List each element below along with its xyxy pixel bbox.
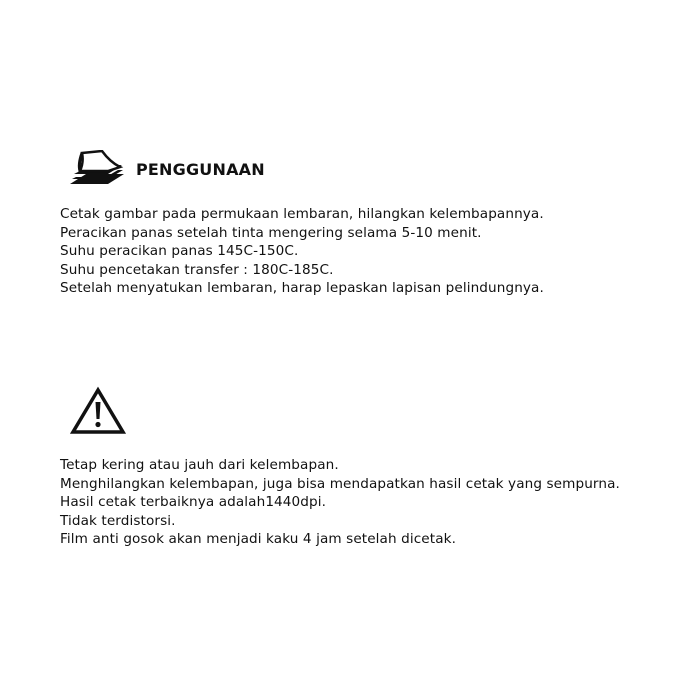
warning-line: Tidak terdistorsi. [60, 512, 176, 529]
usage-instructions [60, 205, 544, 298]
warning-icon [70, 386, 126, 440]
warning-line: Hasil cetak terbaiknya adalah1440dpi. [60, 494, 327, 511]
usage-line: Peracikan panas setelah tinta mengering selama 5-10 menit. [60, 224, 482, 241]
usage-header [68, 150, 265, 188]
warning-notes [60, 456, 620, 549]
usage-line: Setelah menyatukan lembaran, harap lepaskan lapisan pelindungnya. [60, 280, 544, 297]
warning-line: Film anti gosok akan menjadi kaku 4 jam setelah dicetak. [60, 531, 457, 548]
usage-line: Suhu peracikan panas 145C-150C. [60, 243, 299, 260]
warning-line: Tetap kering atau jauh dari kelembapan. [60, 457, 339, 473]
paper-stack-icon [68, 150, 126, 188]
usage-title: PENGGUNAAN [136, 159, 265, 179]
warning-line: Menghilangkan kelembapan, juga bisa mendapatkan hasil cetak yang sempurna. [60, 475, 620, 492]
usage-line: Suhu pencetakan transfer : 180C-185C. [60, 261, 334, 278]
usage-line: Cetak gambar pada permukaan lembaran, hilangkan kelembapannya. [60, 206, 544, 222]
